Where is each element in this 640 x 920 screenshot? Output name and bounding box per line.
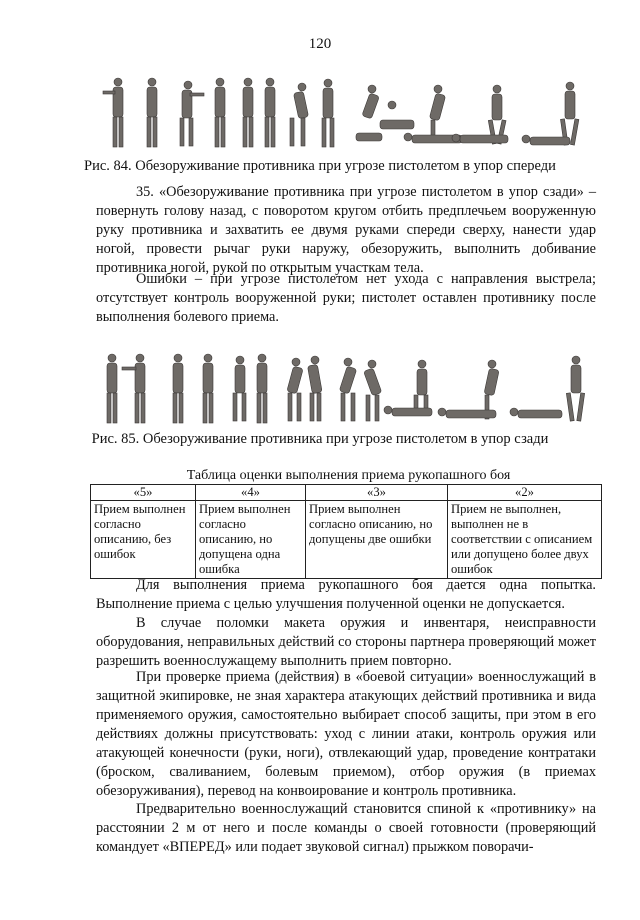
figure-84-photo-sequence <box>100 75 600 153</box>
breakdown-paragraph: В случае поломки макета оружия и инвентаря, неисправности оборудования, неправильных действий со стороны партнера проверяющий может разрешить военнослужащему выполнить прием повторно. <box>96 615 596 669</box>
page-number: 120 <box>308 36 332 52</box>
figure-84-pair-6 <box>404 85 462 143</box>
figure-85-pair-7 <box>438 360 499 419</box>
figure-85-pair-3 <box>233 354 267 423</box>
cell-grade-3: Прием выполнен согласно описанию, но допущены две ошибки <box>306 501 448 579</box>
cell-grade-2: Прием не выполнен, выполнен не в соответствии с описанием или допущено более двух ошибок <box>448 501 602 579</box>
attempt-paragraph: Для выполнения приема рукопашного боя дается одна попытка. Выполнение приема с целью улучшения полученной оценки не допускается. <box>96 577 596 612</box>
table-row <box>91 501 602 579</box>
table-header-row <box>91 485 602 501</box>
cell-grade-4: Прием выполнен согласно описанию, но допущена одна ошибка <box>196 501 306 579</box>
figure-84-pair-4 <box>290 79 334 147</box>
figure-85-pair-4 <box>287 356 322 421</box>
figure-84-caption: Рис. 84. Обезоруживание противника при угрозе пистолетом в упор спереди <box>84 158 556 174</box>
header-grade-4: «4» <box>196 485 306 501</box>
figure-85-pair-2 <box>173 354 213 423</box>
header-grade-2: «2» <box>448 485 602 501</box>
figure-85-photo-sequence <box>100 350 600 428</box>
combat-check-paragraph: При проверке приема (действия) в «боевой ситуации» военнослужащий в защитной экипировке, не зная характера атакующих действий противника и вида применяемого оружия, самостоятельно выбирает способ защиты, при этом в его действиях должны присутствовать: уход с линии атаки, контроль оружия или атакующей конечности (руки, ноги), отвлекающий удар, проведение контратаки (броском, сваливанием, болевым приемом), отбор оружия (в приемах обезоруживания), перевод на конвоирование и контроль противника. <box>96 669 596 799</box>
figure-85-pair-8 <box>510 356 585 421</box>
figure-85-illustration <box>100 350 600 428</box>
figure-84-pair-2 <box>180 78 225 147</box>
header-grade-5: «5» <box>91 485 196 501</box>
preliminary-paragraph: Предварительно военнослужащий становится спиной к «противнику» на расстоянии 2 м от него и после команды о своей готовности (проверяющий командует «ВПЕРЕД» или подает звуковой сигнал) прыжком поворачи- <box>96 801 596 855</box>
figure-84-pair-8 <box>522 82 579 145</box>
table-title: Таблица оценки выполнения приема рукопашного боя <box>186 468 511 483</box>
figure-84-pair-1 <box>103 78 157 147</box>
figure-85-pair-5 <box>339 358 382 421</box>
header-grade-3: «3» <box>306 485 448 501</box>
figure-85-pair-1 <box>107 354 145 423</box>
figure-85-caption: Рис. 85. Обезоруживание противника при угрозе пистолетом в упор сзади <box>91 431 549 447</box>
cell-grade-5: Прием выполнен согласно описанию, без ошибок <box>91 501 196 579</box>
figure-84-pair-5 <box>356 85 414 141</box>
figure-84-illustration <box>100 75 600 153</box>
errors-paragraph: Ошибки – при угрозе пистолетом нет ухода с направления выстрела; отсутствует контроль вооруженной руки; пистолет оставлен противнику после выполнения болевого приема. <box>96 271 596 325</box>
figure-85-pair-6 <box>384 360 432 416</box>
paragraph-35: 35. «Обезоруживание противника при угрозе пистолетом в упор сзади» – повернуть голову назад, с поворотом кругом отбить предплечьем вооруженную руку противника и захватить ее двумя руками спереди сверху, нанести удар ногой, провести рычаг руки наружу, обезоружить, выполнить добивание противника ногой, рукой по открытым участкам тела. <box>96 184 596 276</box>
grades-table <box>90 484 602 579</box>
figure-84-pair-3 <box>243 78 275 147</box>
